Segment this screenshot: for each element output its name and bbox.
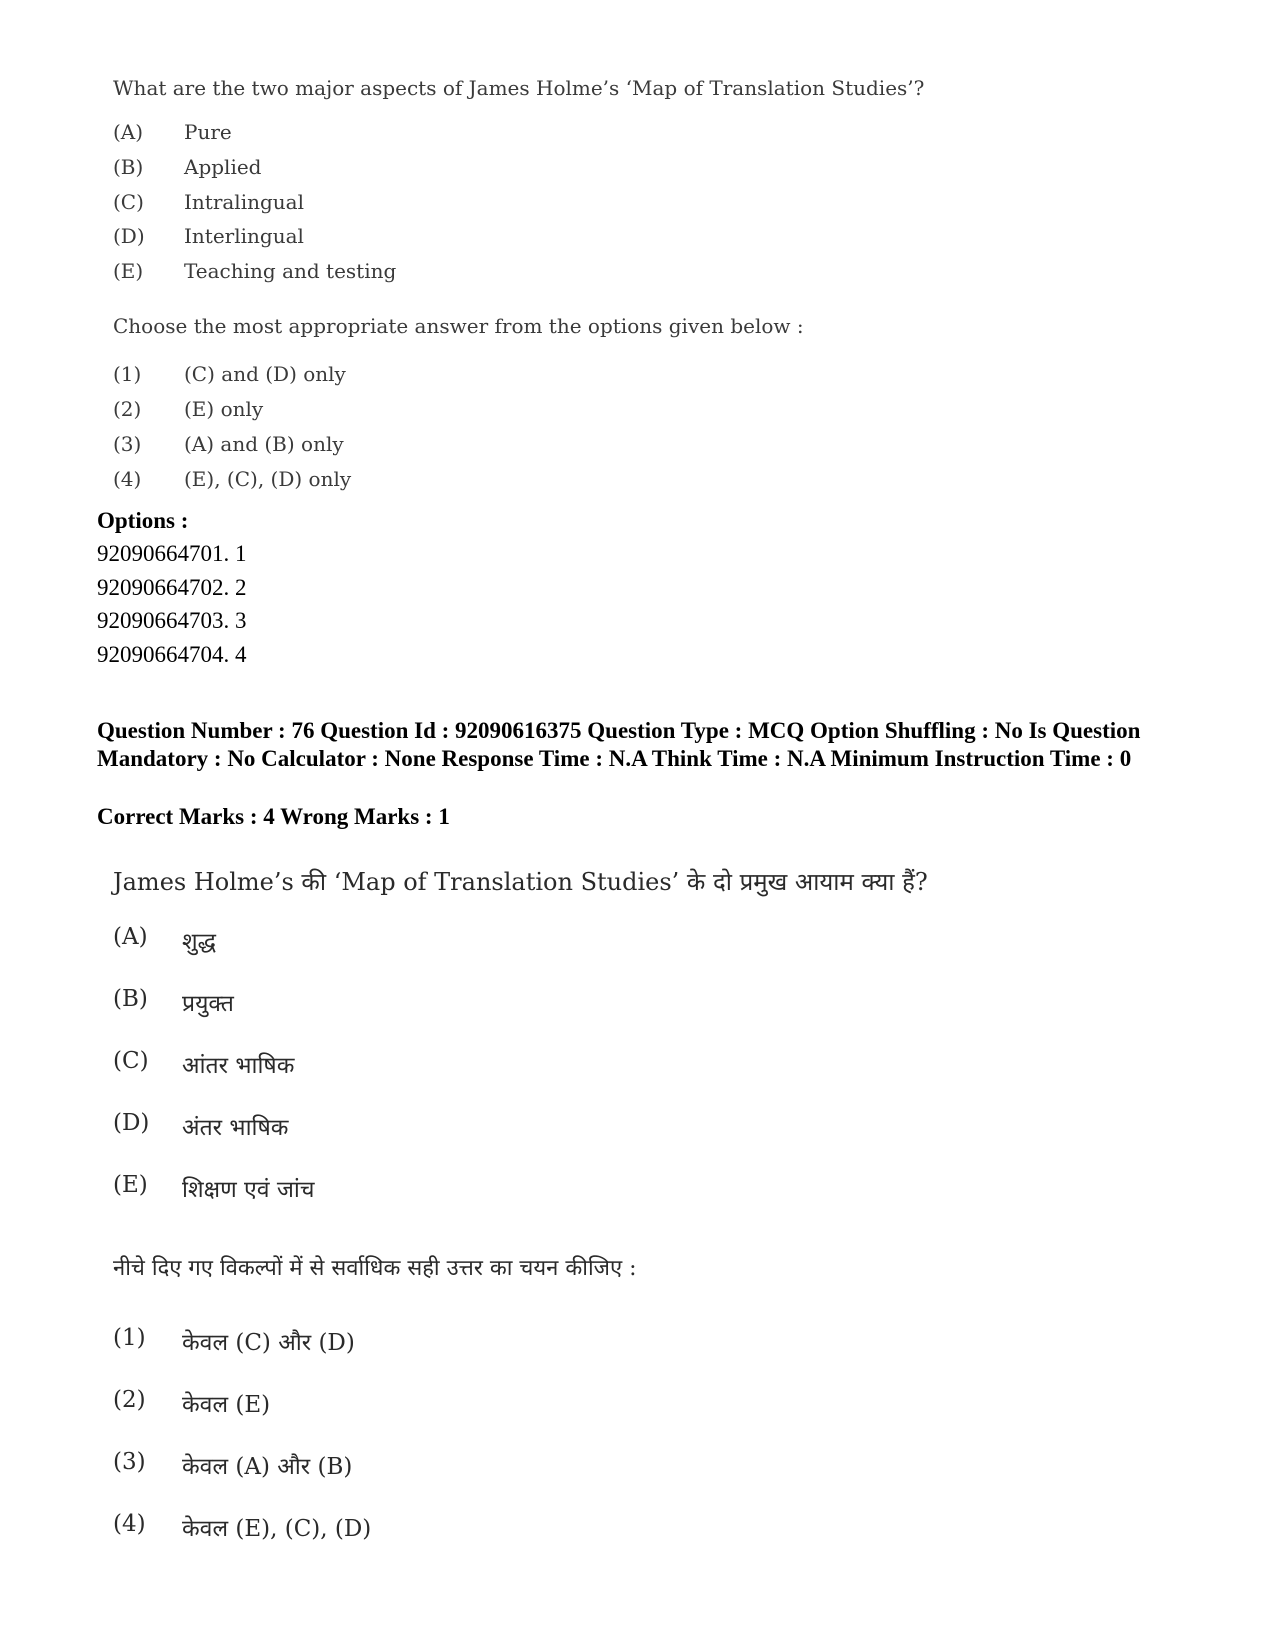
question-stem-hindi: James Holme’s की ‘Map of Translation Studies’ के दो प्रमुख आयाम क्या हैं? xyxy=(113,868,928,896)
statement-b xyxy=(113,155,261,179)
hindi-statement-d xyxy=(113,1110,288,1142)
statement-text: Applied xyxy=(184,155,262,179)
statement-text: Interlingual xyxy=(184,224,304,248)
answer-text: (E), (C), (D) only xyxy=(184,467,352,491)
answer-choice-4 xyxy=(113,467,351,491)
statement-label: (C) xyxy=(113,190,144,214)
answer-choice-3 xyxy=(113,432,344,456)
answer-label: (3) xyxy=(113,432,142,456)
statement-label: (E) xyxy=(113,1172,148,1198)
answer-text: (E) only xyxy=(184,397,264,421)
answer-text: (A) and (B) only xyxy=(184,432,344,456)
question-stem-english: What are the two major aspects of James Holme’s ‘Map of Translation Studies’? xyxy=(113,76,925,100)
option-id-3: 92090664703. 3 xyxy=(97,608,247,633)
answer-label: (4) xyxy=(113,1511,146,1537)
hindi-statement-a xyxy=(113,924,216,956)
hindi-statement-e xyxy=(113,1172,314,1204)
statement-text: आंतर भाषिक xyxy=(182,1053,295,1079)
answer-label: (2) xyxy=(113,397,142,421)
option-id-4: 92090664704. 4 xyxy=(97,642,247,667)
answer-instruction-english: Choose the most appropriate answer from the options given below : xyxy=(113,314,804,338)
answer-text: केवल (E) xyxy=(182,1392,271,1418)
statement-text: Teaching and testing xyxy=(184,259,397,283)
statement-text: Pure xyxy=(184,120,232,144)
hindi-answer-choice-4 xyxy=(113,1511,371,1543)
option-id-2: 92090664702. 2 xyxy=(97,575,247,600)
hindi-statement-b xyxy=(113,986,234,1018)
statement-text: शुद्ध xyxy=(182,929,217,955)
answer-text: केवल (C) और (D) xyxy=(182,1330,355,1356)
statement-label: (A) xyxy=(113,924,148,950)
answer-label: (1) xyxy=(113,1325,146,1351)
statement-e xyxy=(113,259,396,283)
statement-a xyxy=(113,120,232,144)
answer-instruction-hindi: नीचे दिए गए विकल्पों में से सर्वाधिक सही उत्तर का चयन कीजिए : xyxy=(113,1256,637,1281)
statement-text: प्रयुक्त xyxy=(182,991,234,1017)
options-heading: Options : xyxy=(97,508,189,533)
statement-text: शिक्षण एवं जांच xyxy=(182,1177,315,1203)
hindi-answer-choice-3 xyxy=(113,1449,352,1481)
statement-label: (C) xyxy=(113,1048,149,1074)
answer-label: (3) xyxy=(113,1449,146,1475)
statement-text: Intralingual xyxy=(184,190,304,214)
answer-text: (C) and (D) only xyxy=(184,362,346,386)
answer-label: (4) xyxy=(113,467,142,491)
statement-label: (A) xyxy=(113,120,144,144)
statement-label: (D) xyxy=(113,224,145,248)
marks-info: Correct Marks : 4 Wrong Marks : 1 xyxy=(97,804,450,829)
statement-d xyxy=(113,224,304,248)
hindi-statement-c xyxy=(113,1048,294,1080)
answer-choice-1 xyxy=(113,362,346,386)
statement-label: (B) xyxy=(113,986,148,1012)
answer-text: केवल (A) और (B) xyxy=(182,1454,353,1480)
statement-text: अंतर भाषिक xyxy=(182,1115,289,1141)
statement-c xyxy=(113,190,304,214)
option-id-1: 92090664701. 1 xyxy=(97,541,247,566)
hindi-answer-choice-1 xyxy=(113,1325,355,1357)
answer-label: (1) xyxy=(113,362,142,386)
question-metadata: Question Number : 76 Question Id : 92090616375 Question Type : MCQ Option Shuffling : No Is Question Mandatory : No Calculator : None Response Time : N.A Think Time : N.A Minimum Instruction Time : 0 xyxy=(97,718,1141,771)
hindi-answer-choice-2 xyxy=(113,1387,270,1419)
statement-label: (B) xyxy=(113,155,144,179)
statement-label: (E) xyxy=(113,259,144,283)
answer-choice-2 xyxy=(113,397,263,421)
answer-text: केवल (E), (C), (D) xyxy=(182,1516,372,1542)
answer-label: (2) xyxy=(113,1387,146,1413)
statement-label: (D) xyxy=(113,1110,150,1136)
